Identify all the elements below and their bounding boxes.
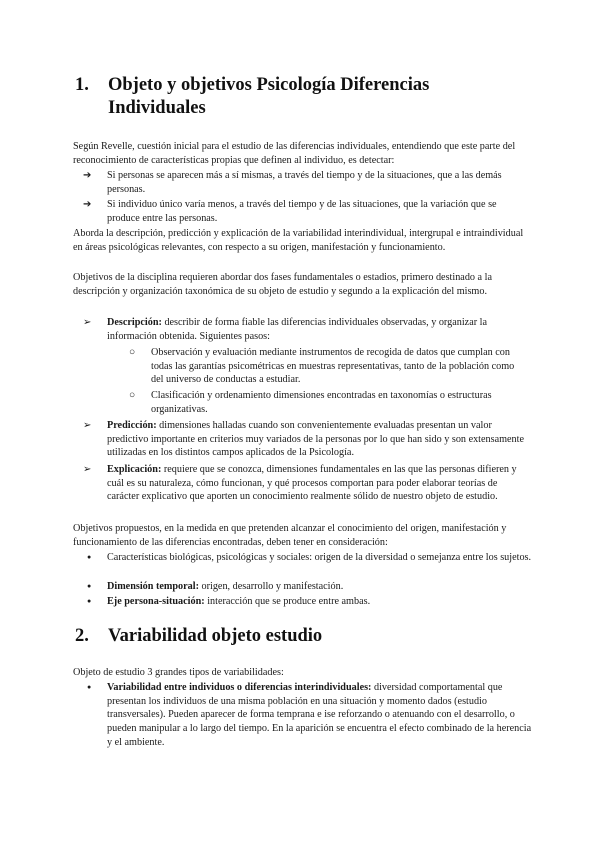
bullet-icon: ● [87, 597, 92, 605]
bullet-icon: ● [87, 582, 92, 590]
phase-label: Predicción: [107, 420, 157, 431]
section-2-number: 2. [75, 626, 89, 646]
bullet-icon: ● [87, 683, 92, 691]
section-2-intro: Objeto de estudio 3 grandes tipos de variabilidades: [73, 667, 284, 678]
arrow-icon: ➔ [83, 170, 92, 181]
circle-icon: ○ [129, 390, 136, 401]
bullet-icon: ● [87, 553, 92, 561]
chevron-icon: ➢ [83, 464, 92, 475]
phase-label: Explicación: [107, 464, 162, 475]
chevron-icon: ➢ [83, 317, 92, 328]
arrow-icon: ➔ [83, 199, 92, 210]
proposed-objectives-paragraph: Objetivos propuestos, en la medida en que pretenden alcanzar el conocimiento del origen, manifestación y funcionamiento de las diferencias encontradas, deben tener en consideración: [73, 523, 507, 548]
section-1-title: Objeto y objetivos Psicología Diferencias Individuales [108, 75, 430, 118]
section-1-heading [73, 74, 533, 122]
chevron-icon: ➢ [83, 420, 92, 431]
description-paragraph: Aborda la descripción, predicción y explicación de la variabilidad interindividual, intergrupal e intraindividual en áreas psicológicas relevantes, con respecto a su origen, manifestación y funcionamiento. [73, 228, 524, 253]
section-2-heading [73, 625, 533, 651]
section-2-title: Variabilidad objeto estudio [108, 626, 323, 646]
phase-label: Descripción: [107, 317, 162, 328]
intro-paragraph: Según Revelle, cuestión inicial para el estudio de las diferencias individuales, entendiendo que este parte del reconocimiento de características propias que definen al individuo, es detectar: [73, 141, 516, 166]
circle-icon: ○ [129, 347, 136, 358]
objectives-paragraph: Objetivos de la disciplina requieren abordar dos fases fundamentales o estadios, primero destinado a la descripción y organización taxonómica de su objeto de estudio y segundo a la explicación del mismo. [73, 272, 492, 297]
section-1-number: 1. [75, 75, 89, 95]
